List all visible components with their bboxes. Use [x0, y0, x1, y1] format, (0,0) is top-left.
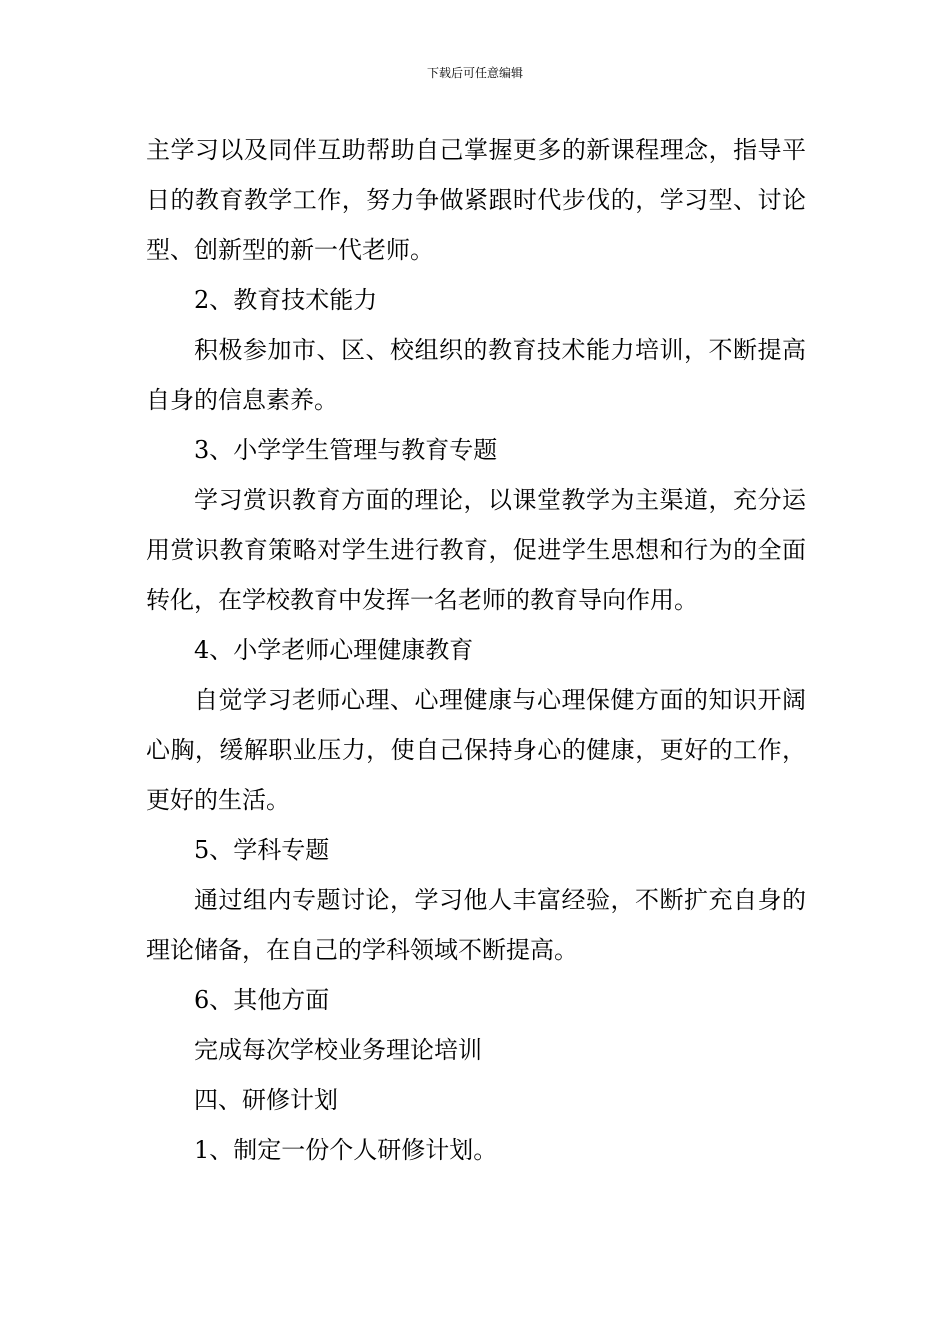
paragraph-other: 完成每次学校业务理论培训 — [194, 1036, 482, 1064]
paragraph-subject: 通过组内专题讨论，学习他人丰富经验，不断扩充自身的理论储备，在自己的学科领域不断提高。 — [146, 886, 806, 964]
paragraph-edtech: 积极参加市、区、校组织的教育技术能力培训，不断提高自身的信息素养。 — [146, 336, 806, 414]
section-heading-other: 6、其他方面 — [194, 986, 330, 1014]
section-heading-mental-health: 4、小学老师心理健康教育 — [194, 636, 474, 664]
section-heading-subject: 5、学科专题 — [194, 836, 330, 864]
section-heading-edtech: 2、教育技术能力 — [194, 286, 378, 314]
section-heading-student-management: 3、小学学生管理与教育专题 — [194, 436, 498, 464]
paragraph-student-management: 学习赏识教育方面的理论，以课堂教学为主渠道，充分运用赏识教育策略对学生进行教育，促进学生思想和行为的全面转化，在学校教育中发挥一名老师的教育导向作用。 — [146, 486, 806, 614]
section-heading-study-plan: 四、研修计划 — [194, 1086, 338, 1114]
paragraph-mental-health: 自觉学习老师心理、心理健康与心理保健方面的知识开阔心胸，缓解职业压力，使自己保持身心的健康，更好的工作，更好的生活。 — [146, 686, 806, 814]
paragraph-study-plan-item: 1、制定一份个人研修计划。 — [194, 1136, 498, 1164]
document-body — [146, 125, 806, 1175]
paragraph-continuation: 主学习以及同伴互助帮助自己掌握更多的新课程理念，指导平日的教育教学工作，努力争做紧跟时代步伐的，学习型、讨论型、创新型的新一代老师。 — [146, 136, 806, 264]
page-header: 下载后可任意编辑 — [426, 66, 523, 80]
